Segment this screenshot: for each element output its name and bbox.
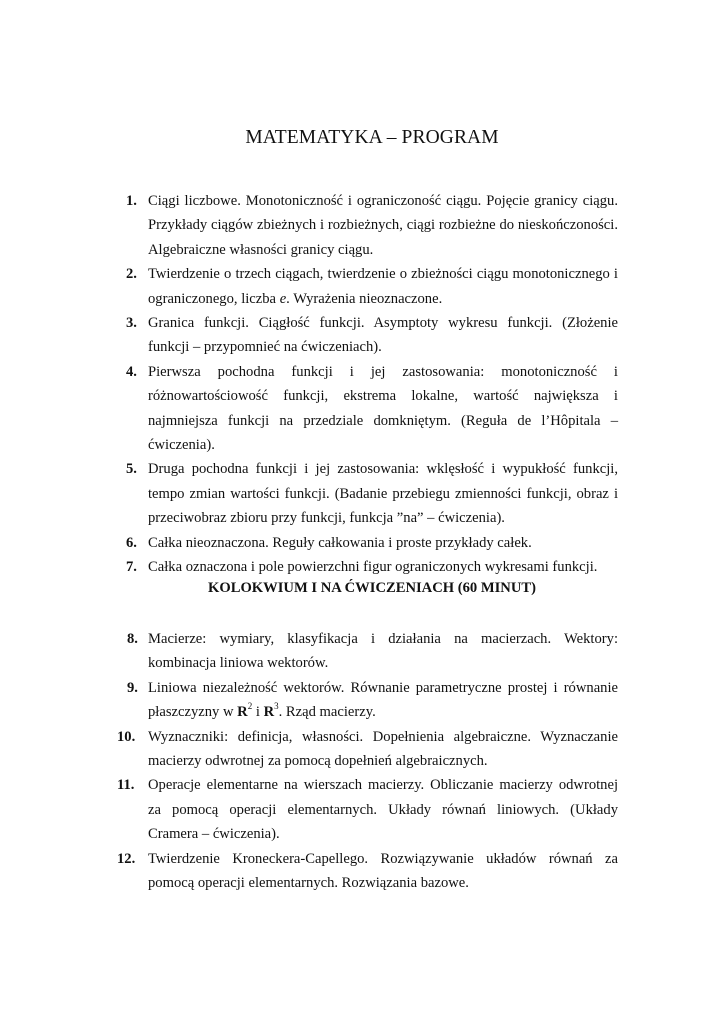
item-number: 7. xyxy=(126,559,137,576)
list-item xyxy=(119,189,618,262)
item-text: Całka oznaczona i pole powierzchni figur ograniczonych wykresami funkcji. xyxy=(148,559,598,576)
list-item xyxy=(119,531,618,555)
section-heading: KOLOKWIUM I NA ĆWICZENIACH (60 MINUT) xyxy=(208,580,536,596)
list-item xyxy=(119,725,618,774)
list-item xyxy=(119,555,618,579)
item-text: Twierdzenie o trzech ciągach, twierdzenie o zbieżności ciągu monotonicznego i ograniczonego, liczba e. Wyrażenia nieoznaczone. xyxy=(148,266,618,307)
list-item xyxy=(119,311,618,360)
item-text: Macierze: wymiary, klasyfikacja i działania na macierzach. Wektory: kombinacja liniowa wektorów. xyxy=(148,631,618,672)
item-number: 10. xyxy=(117,728,136,745)
item-number: 6. xyxy=(126,534,137,551)
item-number: 1. xyxy=(126,193,137,209)
item-number: 4. xyxy=(126,363,137,380)
symbol-r2: R xyxy=(237,704,248,721)
item-number: 11. xyxy=(117,777,135,794)
item-number: 8. xyxy=(127,631,138,647)
item-number: 5. xyxy=(126,461,137,478)
item-number: 3. xyxy=(126,315,137,332)
item-text: Twierdzenie Kroneckera-Capellego. Rozwiązywanie układów równań za pomocą operacji elementarnych. Rozwiązania bazowe. xyxy=(148,850,618,892)
item-number: 9. xyxy=(127,679,138,696)
exponent-3: 3 xyxy=(274,701,279,712)
item-text: Ciągi liczbowe. Monotoniczność i ograniczoność ciągu. Pojęcie granicy ciągu. Przykłady ciągów zbieżnych i rozbieżnych, ciągi rozbieżne do nieskończoności. Algebraiczne własności granicy ciągu. xyxy=(148,193,618,258)
item-number: 2. xyxy=(126,266,137,283)
item-text: Druga pochodna funkcji i jej zastosowania: wklęsłość i wypukłość funkcji, tempo zmian wartości funkcji. (Badanie przebiegu zmienności funkcji, obraz i przeciwobraz zbioru przy funkcji, funkcja ”na” – ćwiczenia). xyxy=(148,461,618,527)
item-text: Granica funkcji. Ciągłość funkcji. Asymptoty wykresu funkcji. (Złożenie funkcji – przypomnieć na ćwiczeniach). xyxy=(148,315,618,356)
list-item xyxy=(119,773,618,846)
page-title: MATEMATYKA – PROGRAM xyxy=(245,127,499,148)
item-text: Wyznaczniki: definicja, własności. Dopełnienia algebraiczne. Wyznaczanie macierzy odwrotnej za pomocą dopełnień algebraicznych. xyxy=(148,728,618,770)
list-item xyxy=(119,360,618,458)
item-text: Operacje elementarne na wierszach macierzy. Obliczanie macierzy odwrotnej za pomocą operacji elementarnych. Układy równań liniowych. (Układy Cramera – ćwiczenia). xyxy=(148,777,618,843)
constant-e: e xyxy=(279,290,287,307)
item-text: Pierwsza pochodna funkcji i jej zastosowania: monotoniczność i różnowartościowość funkcji, ekstrema lokalne, wartość największa i najmniejsza funkcji na przedziale domkniętym. (Reguła de l’Hôpitala – ćwiczenia). xyxy=(148,363,618,454)
program-list-part-1 xyxy=(119,189,618,580)
list-item xyxy=(119,457,618,530)
list-item xyxy=(119,262,618,311)
list-item xyxy=(119,676,618,725)
list-item xyxy=(119,627,618,676)
item-number: 12. xyxy=(117,850,136,867)
list-item xyxy=(119,847,618,896)
symbol-r3: R xyxy=(263,704,275,721)
item-text: Całka nieoznaczona. Reguły całkowania i proste przykłady całek. xyxy=(148,534,532,551)
item-text: Liniowa niezależność wektorów. Równanie parametryczne prostej i równanie płaszczyzny w $R^2$ i $R^3$. Rząd macierzy. xyxy=(148,679,618,721)
program-list-part-2 xyxy=(119,627,618,895)
exponent-2: 2 xyxy=(247,701,253,712)
